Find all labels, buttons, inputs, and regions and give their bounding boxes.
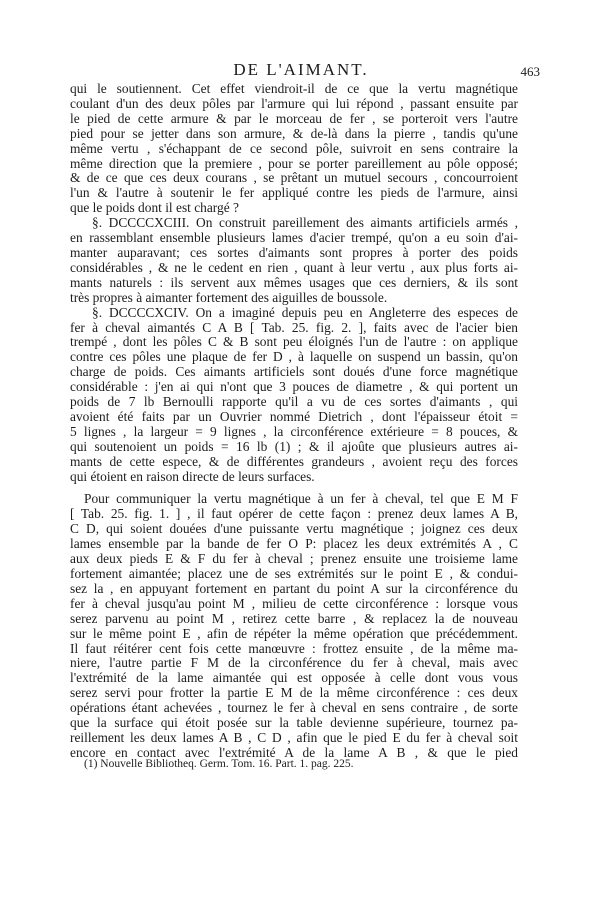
footnote: (1) Nouvelle Bibliotheq. Germ. Tom. 16. Part. 1. pag. 225.: [84, 758, 354, 770]
paragraph-2: [70, 216, 518, 305]
text-line: contre ces pôles une plaque de fer D , à laquelle on suspend un bassin, qu'on: [70, 349, 518, 365]
text-line: charge de poids. Ces aimants artificiels sont doués d'une force magnétique: [70, 364, 518, 380]
text-line: niere, l'autre partie F M de la circonférence du fer à cheval, mais avec: [70, 655, 518, 671]
text-line: serez servi pour frotter la partie E M de la même circonférence : ces deux: [70, 685, 518, 701]
text-line: §. DCCCCXCIV. On a imaginé depuis peu en Angleterre des especes de: [92, 304, 518, 320]
page-number: 463: [520, 64, 540, 79]
text-line: Il faut réitérer cent fois cette manœuvre : frottez ensuite , de la même ma-: [70, 640, 518, 656]
text-line: & de ce que ces deux courans , se prêtant un mutuel secours , concourroient: [70, 170, 518, 186]
text-line: encore en contact avec l'extrémité A de la lame A B , & que le pied: [70, 744, 518, 760]
text-line: 5 lignes , la largeur = 9 lignes , la circonférence extérieure = 8 pouces, &: [70, 423, 518, 439]
text-line: même direction que la premiere , pour se porter pareillement au pôle opposé;: [70, 155, 518, 171]
text-line: manter auparavant; ces sortes d'aimants sont propres à porter des poids: [70, 244, 518, 260]
text-line: poids de 7 lb Bernoulli rapporte qu'il a vu de ces sortes d'aimants , qui: [70, 394, 518, 410]
text-line: considérable : j'en ai qui n'ont que 3 pouces de diametre , & qui portent un: [70, 379, 518, 395]
text-line: serez parvenu au point M , retirez cette barre , & replacez la de nouveau: [70, 610, 518, 626]
text-line: C D, qui soient douées d'une puissante vertu magnétique ; joignez ces deux: [70, 521, 518, 537]
text-line: sez la , en appuyant fortement en partant du point A sur la circonférence du: [70, 580, 518, 596]
text-line: sur le même point E , afin de répéter la même opération que précédemment.: [70, 625, 518, 641]
text-line: mants naturels : ils servent aux mêmes usages que ces derniers, & ils sont: [70, 274, 518, 290]
text-line: fer à cheval jusqu'au point M , milieu de cette circonférence : lorsque vous: [70, 595, 518, 611]
text-line: reillement les deux lames A B , C D , afin que le pied E du fer à cheval soit: [70, 729, 518, 745]
page-header: [70, 60, 540, 82]
text-line: avoient été faits par un Ouvrier nommé Dietrich , dont l'épaisseur étoit =: [70, 408, 518, 424]
text-line: très propres à aimanter fortement des aiguilles de boussole.: [70, 289, 388, 305]
text-line: considérables , & ne le cedent en rien , quant à leur vertu , aux plus forts ai-: [70, 259, 518, 275]
text-line: que la surface qui étoit posée sur la table devienne supérieure, tournez pa-: [70, 715, 518, 731]
text-line: le pied de cette armure & par le morceau de fer , se porteroit vers l'autre: [70, 110, 518, 126]
text-line: en rassemblant ensemble plusieurs lames d'acier trempé, qu'on a eu soin d'ai-: [70, 230, 518, 246]
text-line: [ Tab. 25. fig. 1. ] , il faut opérer de cette façon : prenez deux lames A B,: [70, 506, 518, 522]
text-line: qui soutenoient un poids = 16 lb (1) ; & il ajoûte que plusieurs autres ai-: [70, 438, 518, 454]
text-line: même vertu , s'échappant de ce second pôle, suivroit en sens contraire la: [70, 140, 518, 156]
text-line: opérations étant achevées , tournez le fer à cheval en sens contraire , de sorte: [70, 700, 518, 716]
paragraph-4: [70, 492, 518, 760]
text-line: aux deux pieds E & F du fer à cheval ; prenez ensuite une troisieme lame: [70, 551, 518, 567]
text-line: pied pour se jetter dans son armure, & de-là dans la pierre , tandis qu'une: [70, 125, 518, 141]
text-line: qui étoient en raison directe de leurs surfaces.: [70, 468, 315, 484]
text-line: lames ensemble par la bande de fer O P: placez les deux extrémités A , C: [70, 536, 518, 552]
paragraph-3: [70, 306, 518, 485]
text-line: fortement aimantée; placez une de ses extrémités sur le point E , & condui-: [70, 566, 518, 581]
text-line: que le poids dont il est chargé ?: [70, 200, 239, 216]
text-line: mants de cette espece, & de différentes grandeurs , avoient reçu des forces: [70, 453, 518, 469]
paragraph-1: [70, 82, 518, 216]
body-text: [70, 82, 518, 761]
text-line: l'un & l'autre à soutenir le fer appliqué contre les pieds de l'armure, ainsi: [70, 185, 518, 201]
text-line: Pour communiquer la vertu magnétique à un fer à cheval, tel que E M F: [84, 491, 518, 507]
text-line: §. DCCCCXCIII. On construit pareillement des aimants artificiels armés ,: [92, 215, 518, 231]
running-title: DE L'AIMANT.: [233, 60, 369, 79]
text-line: qui le soutiennent. Cet effet viendroit-il de ce que la vertu magnétique: [70, 81, 518, 96]
text-line: trempé , dont les pôles C & B sont peu éloignés l'un de l'autre : on applique: [70, 334, 518, 350]
text-line: fer à cheval aimantés C A B [ Tab. 25. fig. 2. ], faits avec de l'acier bien: [70, 319, 518, 335]
text-line: coulant d'un des deux pôles par l'armure qui lui répond , passant ensuite par: [70, 95, 518, 111]
text-line: l'extrémité de la lame aimantée qui est opposée à celle dont vous vous: [70, 670, 518, 686]
